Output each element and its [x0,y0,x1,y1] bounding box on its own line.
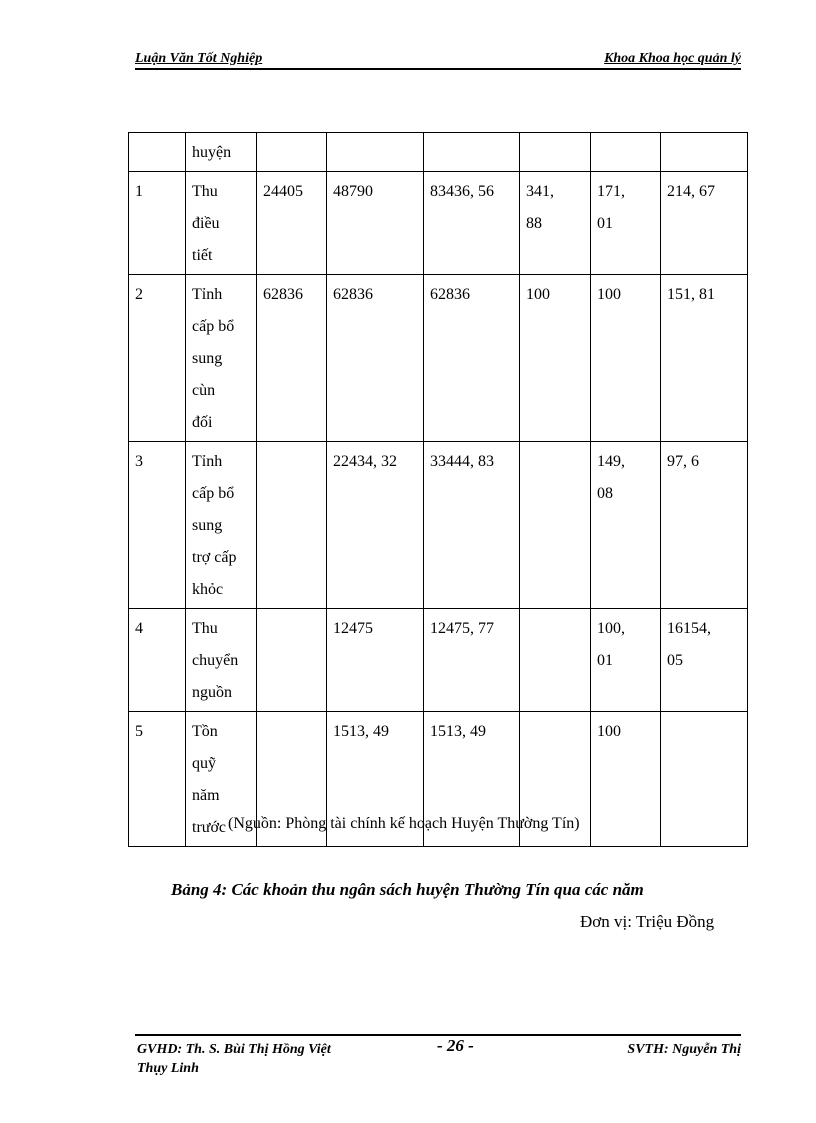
table-cell-text: 12475 [333,620,373,637]
table-cell [591,712,661,847]
page-header [135,48,741,70]
table-cell [661,172,748,275]
table-cell [591,442,661,609]
table-cell-text: 149, 08 [597,453,625,502]
footer-supervisor: GVHD: Th. S. Bùi Thị Hồng Việt [137,1042,331,1057]
table-cell [186,172,257,275]
table-caption: Bảng 4: Các khoản thu ngân sách huyện Thường Tín qua các năm [171,880,644,899]
table-cell [520,133,591,172]
table-cell [661,275,748,442]
table-cell [520,275,591,442]
table-cell [520,172,591,275]
table-cell [327,275,424,442]
table-cell [257,609,327,712]
header-faculty: Khoa Khoa học quản lý [604,51,741,66]
table-cell [186,442,257,609]
table-row [129,609,748,712]
table-cell-text: 24405 [263,183,303,200]
footer-student-continuation: Thụy Linh [137,1061,199,1076]
table-cell-text: 16154, 05 [667,620,711,669]
unit-label: Đơn vị: Triệu Đồng [580,912,715,931]
table-cell [129,609,186,712]
table-cell-text: 1513, 49 [430,723,486,740]
table-cell-text: huyện [192,144,232,161]
table-cell-text: 100 [597,723,621,740]
table-cell-text: Tỉnh cấp bổ sung cùn đối [192,286,235,431]
table-cell-text: 48790 [333,183,373,200]
table-cell [661,712,748,847]
table-cell [186,275,257,442]
table-cell [186,133,257,172]
table-cell [186,609,257,712]
table-cell-text: Thu chuyển nguồn [192,620,239,701]
table-cell-text: 22434, 32 [333,453,397,470]
table-cell-text: 214, 67 [667,183,715,200]
table-cell-text: 151, 81 [667,286,715,303]
table-cell [327,442,424,609]
table-cell-text: 12475, 77 [430,620,494,637]
table-cell-text: Tỉnh cấp bổ sung trợ cấp khỏc [192,453,237,598]
table-cell-text: 171, 01 [597,183,625,232]
table-cell [129,133,186,172]
table-row [129,442,748,609]
table-cell [327,133,424,172]
table-cell [424,275,520,442]
table-cell [424,133,520,172]
table-cell [327,609,424,712]
table-cell [591,275,661,442]
table-cell [661,442,748,609]
table-cell [129,442,186,609]
table-cell [257,172,327,275]
table-cell [129,172,186,275]
table-cell-text: 62836 [430,286,470,303]
table-cell [424,609,520,712]
page-number: - 26 - [437,1036,474,1055]
table-cell-text: 1 [135,183,143,200]
table-cell-text: 3 [135,453,143,470]
table-cell-text: 62836 [333,286,373,303]
table-cell-text: 100 [597,286,621,303]
table-cell [257,275,327,442]
table-cell-text: 2 [135,286,143,303]
table-cell [520,442,591,609]
table-row [129,133,748,172]
footer-student: SVTH: Nguyễn Thị [627,1042,741,1057]
table-cell-text: 4 [135,620,143,637]
table-cell [591,172,661,275]
table-cell-text: 100 [526,286,550,303]
table-cell-text: 5 [135,723,143,740]
table-cell [520,609,591,712]
source-note: (Nguồn: Phòng tài chính kế hoạch Huyện Thường Tín) [228,815,580,832]
table-cell [661,133,748,172]
table-cell-text: 62836 [263,286,303,303]
table-row [129,275,748,442]
budget-table [128,132,748,847]
table-cell-text: 33444, 83 [430,453,494,470]
header-thesis-title: Luận Văn Tốt Nghiệp [135,51,263,66]
table-cell-text: Thu điều tiết [192,183,220,264]
table-cell-text: 1513, 49 [333,723,389,740]
table-cell [257,442,327,609]
table-cell [424,442,520,609]
table-cell-text: 97, 6 [667,453,699,470]
table-cell [661,609,748,712]
table-cell-text: 83436, 56 [430,183,494,200]
table-cell [424,172,520,275]
table-cell [129,275,186,442]
table-cell [327,172,424,275]
table-cell [257,133,327,172]
table-cell-text: 100, 01 [597,620,625,669]
table-cell-text: 341, 88 [526,183,554,232]
table-cell [591,133,661,172]
table-cell-text: Tồn quỹ năm trước [192,723,227,836]
table-row [129,172,748,275]
table-cell [129,712,186,847]
table-cell [591,609,661,712]
